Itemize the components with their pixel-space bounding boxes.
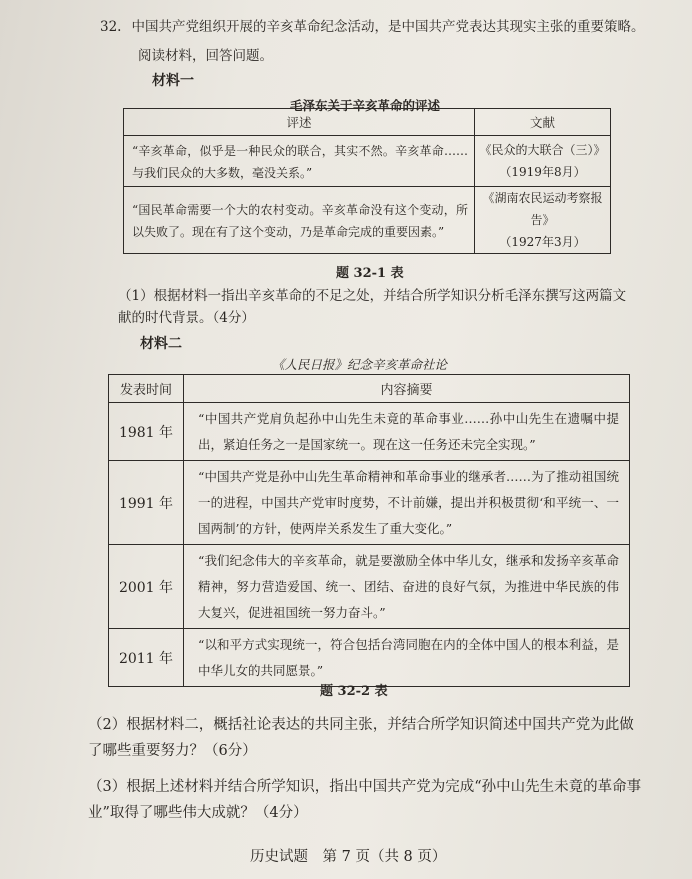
question-intro: 中国共产党组织开展的辛亥革命纪念活动，是中国共产党表达其现实主张的重要策略。 [131,19,645,35]
header-source: 文献 [475,109,611,136]
table-header-row [124,109,611,136]
material1-table-title: 毛泽东关于辛亥革命的评述 [290,98,441,113]
table-row [124,187,611,254]
page-footer: 历史试题 第 7 页（共 8 页） [250,849,447,865]
sub-question-1: （1）根据材料一指出辛亥革命的不足之处，并结合所学知识分析毛泽东撰写这两篇文献的时代背景。（4分） [118,288,627,326]
year-cell: 1991 年 [109,461,184,545]
question-number: 32. [100,19,122,35]
comment-cell: “辛亥革命，似乎是一种民众的联合，其实不然。辛亥革命……与我们民众的大多数，毫没关系。” [124,136,475,187]
table-row [109,629,630,687]
question-instruction: 阅读材料，回答问题。 [138,48,273,64]
table-row [109,403,630,461]
table-row [109,461,630,545]
header-year: 发表时间 [109,375,184,403]
material1-label: 材料一 [152,73,194,89]
source-date: （1927年3月） [499,235,586,249]
content-cell: “中国共产党是孙中山先生革命精神和革命事业的继承者……为了推动祖国统一的进程，中国共产党审时度势，不计前嫌，提出并积极贯彻‘和平统一、一国两制’的方针，使两岸关系发生了重大变化。” [184,461,630,545]
material2-table [108,374,630,687]
table1-caption: 题 32-1 表 [336,266,404,281]
header-content: 内容摘要 [184,375,630,403]
year-cell: 2001 年 [109,545,184,629]
question-header [100,16,660,38]
material1-table [123,108,611,254]
sub-question-3: （3）根据上述材料并结合所学知识，指出中国共产党为完成“孙中山先生未竟的革命事业”取得了哪些伟大成就？（4分） [88,779,642,821]
year-cell: 1981 年 [109,403,184,461]
source-title: 《民众的大联合（三）》 [479,143,606,157]
source-title: 《湖南农民运动考察报告》 [482,191,603,227]
sub-question-2: （2）根据材料二，概括社论表达的共同主张，并结合所学知识简述中国共产党为此做了哪些重要努力？（6分） [88,717,634,759]
material2-table-title: 《人民日报》纪念辛亥革命社论 [272,357,448,372]
table-row [124,136,611,187]
table-row [109,545,630,629]
year-cell: 2011 年 [109,629,184,687]
source-date: （1919年8月） [499,165,586,179]
table2-caption: 题 32-2 表 [320,684,388,699]
table-header-row [109,375,630,403]
content-cell: “我们纪念伟大的辛亥革命，就是要激励全体中华儿女，继承和发扬辛亥革命精神，努力营造爱国、统一、团结、奋进的良好气氛，为推进中华民族的伟大复兴，促进祖国统一努力奋斗。” [184,545,630,629]
source-cell [475,187,611,254]
header-comment: 评述 [124,109,475,136]
content-cell: “以和平方式实现统一，符合包括台湾同胞在内的全体中国人的根本利益，是中华儿女的共同愿景。” [184,629,630,687]
content-cell: “中国共产党肩负起孙中山先生未竟的革命事业……孙中山先生在遗嘱中提出，紧迫任务之一是国家统一。现在这一任务还未完全实现。” [184,403,630,461]
source-cell [475,136,611,187]
comment-cell: “国民革命需要一个大的农村变动。辛亥革命没有这个变动，所以失败了。现在有了这个变动，乃是革命完成的重要因素。” [124,187,475,254]
material2-label: 材料二 [140,336,182,352]
